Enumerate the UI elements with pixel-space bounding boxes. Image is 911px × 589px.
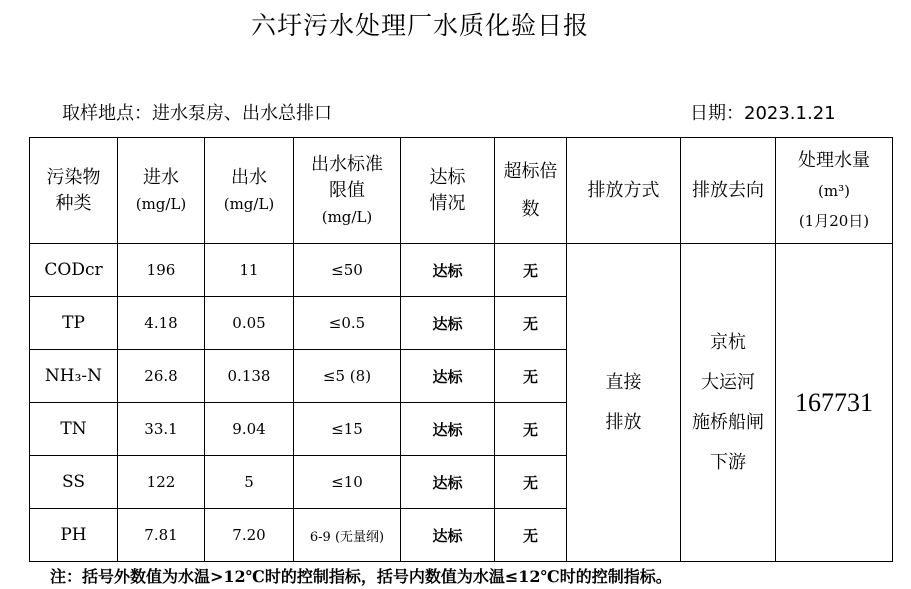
header-status: 达标 情况 [401,138,495,244]
discharge-destination: 京杭 大运河 施桥船闸 下游 [681,244,776,562]
exceed-value: 无 [495,456,567,509]
pollutant-name: TP [30,297,118,350]
report-title: 六圩污水处理厂水质化验日报 [250,11,589,40]
outflow-value: 0.138 [205,350,294,403]
header-volume: 处理水量 (m³) (1月20日) [776,138,893,244]
exceed-value: 无 [495,403,567,456]
water-quality-table [29,137,893,562]
limit-value: ≤0.5 [294,297,401,350]
table-row [30,244,893,297]
sampling-location: 取样地点：进水泵房、出水总排口 [62,103,332,124]
discharge-method: 直接 排放 [567,244,681,562]
outflow-value: 9.04 [205,403,294,456]
status-value: 达标 [401,509,495,562]
limit-value: ≤5 (8) [294,350,401,403]
outflow-value: 5 [205,456,294,509]
pollutant-name: NH₃-N [30,350,118,403]
exceed-value: 无 [495,297,567,350]
outflow-value: 7.20 [205,509,294,562]
exceed-value: 无 [495,244,567,297]
inflow-value: 26.8 [118,350,205,403]
exceed-value: 无 [495,350,567,403]
outflow-value: 0.05 [205,297,294,350]
pollutant-name: TN [30,403,118,456]
header-method: 排放方式 [567,138,681,244]
inflow-value: 196 [118,244,205,297]
limit-value: ≤10 [294,456,401,509]
inflow-value: 122 [118,456,205,509]
status-value: 达标 [401,403,495,456]
treated-volume: 167731 [776,244,893,562]
status-value: 达标 [401,456,495,509]
inflow-value: 33.1 [118,403,205,456]
header-outflow: 出水 (mg/L) [205,138,294,244]
status-value: 达标 [401,297,495,350]
pollutant-name: CODcr [30,244,118,297]
status-value: 达标 [401,244,495,297]
date-label: 日期： [690,103,744,124]
inflow-value: 7.81 [118,509,205,562]
limit-value: ≤50 [294,244,401,297]
header-row [30,138,893,244]
header-limit: 出水标准 限值 (mg/L) [294,138,401,244]
header-exceed: 超标倍 数 [495,138,567,244]
footnote: 注：括号外数值为水温>12℃时的控制指标，括号内数值为水温≤12℃时的控制指标。 [50,567,672,586]
header-destination: 排放去向 [681,138,776,244]
exceed-value: 无 [495,509,567,562]
header-inflow: 进水 (mg/L) [118,138,205,244]
limit-value: ≤15 [294,403,401,456]
report-date [690,99,836,125]
pollutant-name: SS [30,456,118,509]
date-value: 2023.1.21 [744,103,836,124]
outflow-value: 11 [205,244,294,297]
limit-value: 6-9 (无量纲) [294,509,401,562]
pollutant-name: PH [30,509,118,562]
header-pollutant: 污染物 种类 [30,138,118,244]
status-value: 达标 [401,350,495,403]
inflow-value: 4.18 [118,297,205,350]
